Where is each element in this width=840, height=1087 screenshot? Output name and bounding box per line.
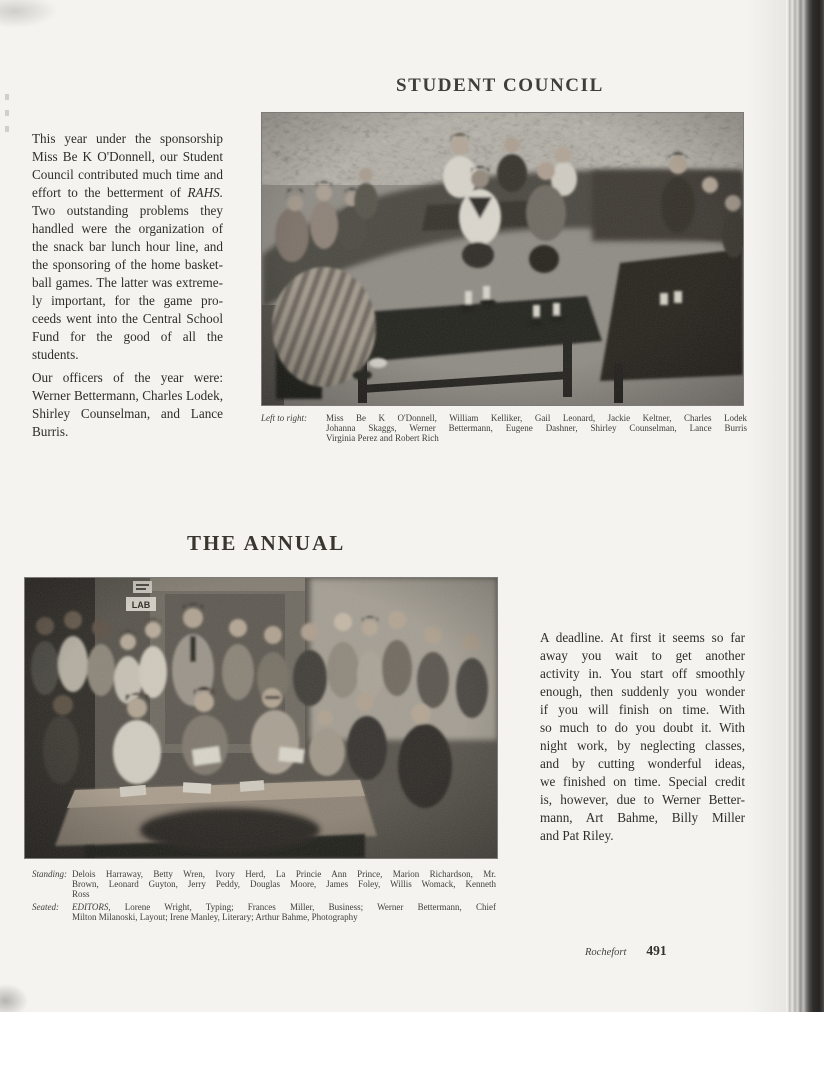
- caption-line: Ross: [72, 889, 90, 899]
- student-council-paragraph-2: [32, 369, 223, 441]
- text-line: effort to the betterment of RAHS.: [32, 185, 223, 200]
- italic-editors: EDITORS,: [72, 902, 111, 912]
- annual-seated-caption: [72, 902, 496, 922]
- page-number: 491: [646, 943, 667, 958]
- text-line: Burris.: [32, 424, 69, 439]
- text-line: ball games. The latter was extreme-: [32, 275, 223, 290]
- text-line: Two outstanding problems they: [32, 203, 223, 218]
- text-line: night work, by neglecting classes,: [540, 738, 745, 753]
- caption-line: Virginia Perez and Robert Rich: [326, 433, 439, 443]
- text-line: Council contributed much time and: [32, 167, 223, 182]
- scan-smudge: [0, 0, 58, 28]
- text-line: so much to do you doubt it. With: [540, 720, 745, 735]
- annual-standing-caption: [72, 869, 496, 899]
- text-line: is, however, due to Werner Better-: [540, 792, 745, 807]
- text-line: handled were the organization of: [32, 221, 223, 236]
- annual-photo: [25, 578, 497, 858]
- text-line: Our officers of the year were:: [32, 370, 223, 385]
- caption-line: Milton Milanoski, Layout; Irene Manley, Literary; Arthur Bahme, Photography: [72, 912, 358, 922]
- italic-rahs: RAHS.: [187, 185, 223, 200]
- caption-line: Brown, Leonard Guyton, Jerry Peddy, Douglas Moore, James Foley, Willis Womack, Kenneth: [72, 879, 496, 889]
- text-line: away you wait to get another: [540, 648, 745, 663]
- student-council-photo-art: [262, 113, 743, 405]
- caption-line: EDITORS, Lorene Wright, Typing; Frances Miller, Business; Werner Bettermann, Chief: [72, 902, 496, 912]
- caption-line: Delois Harraway, Betty Wren, Ivory Herd, La Princie Ann Prince, Marion Richardson, Mr.: [72, 869, 496, 879]
- text-line: the sponsoring of the home basket-: [32, 257, 223, 272]
- text-line: Werner Bettermann, Charles Lodek,: [32, 388, 223, 403]
- student-council-heading: STUDENT COUNCIL: [396, 75, 604, 96]
- annual-photo-art: [25, 578, 497, 858]
- book-title: Rochefort: [585, 947, 627, 958]
- text-line: mann, Art Bahme, Billy Miller: [540, 810, 745, 825]
- page-curve-shadow: [748, 0, 786, 1012]
- text-line: we finished on time. Special credit: [540, 774, 745, 789]
- page-footer: [585, 942, 667, 960]
- annual-paragraph: [540, 629, 745, 845]
- text-line: students.: [32, 347, 79, 362]
- caption-line: Miss Be K O'Donnell, William Kelliker, Gail Leonard, Jackie Keltner, Charles Lodek: [326, 413, 747, 423]
- text-line: A deadline. At first it seems so far: [540, 630, 745, 645]
- student-council-caption-label: Left to right:: [261, 413, 308, 423]
- text-line: Fund for the good of all the: [32, 329, 223, 344]
- annual-seated-label: Seated:: [32, 902, 59, 912]
- text-line: Shirley Counselman, and Lance: [32, 406, 223, 421]
- text-line: ly important, for the game pro-: [32, 293, 223, 308]
- student-council-photo: [262, 113, 743, 405]
- scan-smudge: [0, 984, 28, 1012]
- text-line: if you will finish on time. With: [540, 702, 745, 717]
- text-line: ceeds went into the Central School: [32, 311, 223, 326]
- text-line: and by cutting wonderful ideas,: [540, 756, 745, 771]
- annual-heading: THE ANNUAL: [187, 531, 346, 555]
- text-line: the snack bar lunch hour line, and: [32, 239, 223, 254]
- text-line: This year under the sponsorship: [32, 131, 223, 146]
- annual-standing-label: Standing:: [32, 869, 67, 879]
- caption-line: Johanna Skaggs, Werner Bettermann, Eugene Dashner, Shirley Counselman, Lance Burris: [326, 423, 747, 433]
- text-line: activity in. You start off smoothly: [540, 666, 745, 681]
- scan-edge-marks: [5, 94, 9, 140]
- student-council-paragraph-1: [32, 130, 223, 364]
- text-line: enough, then suddenly you wonder: [540, 684, 745, 699]
- book-page-edges: [786, 0, 824, 1012]
- text-line: and Pat Riley.: [540, 828, 614, 843]
- student-council-caption: [326, 413, 747, 443]
- text-line: Miss Be K O'Donnell, our Student: [32, 149, 223, 164]
